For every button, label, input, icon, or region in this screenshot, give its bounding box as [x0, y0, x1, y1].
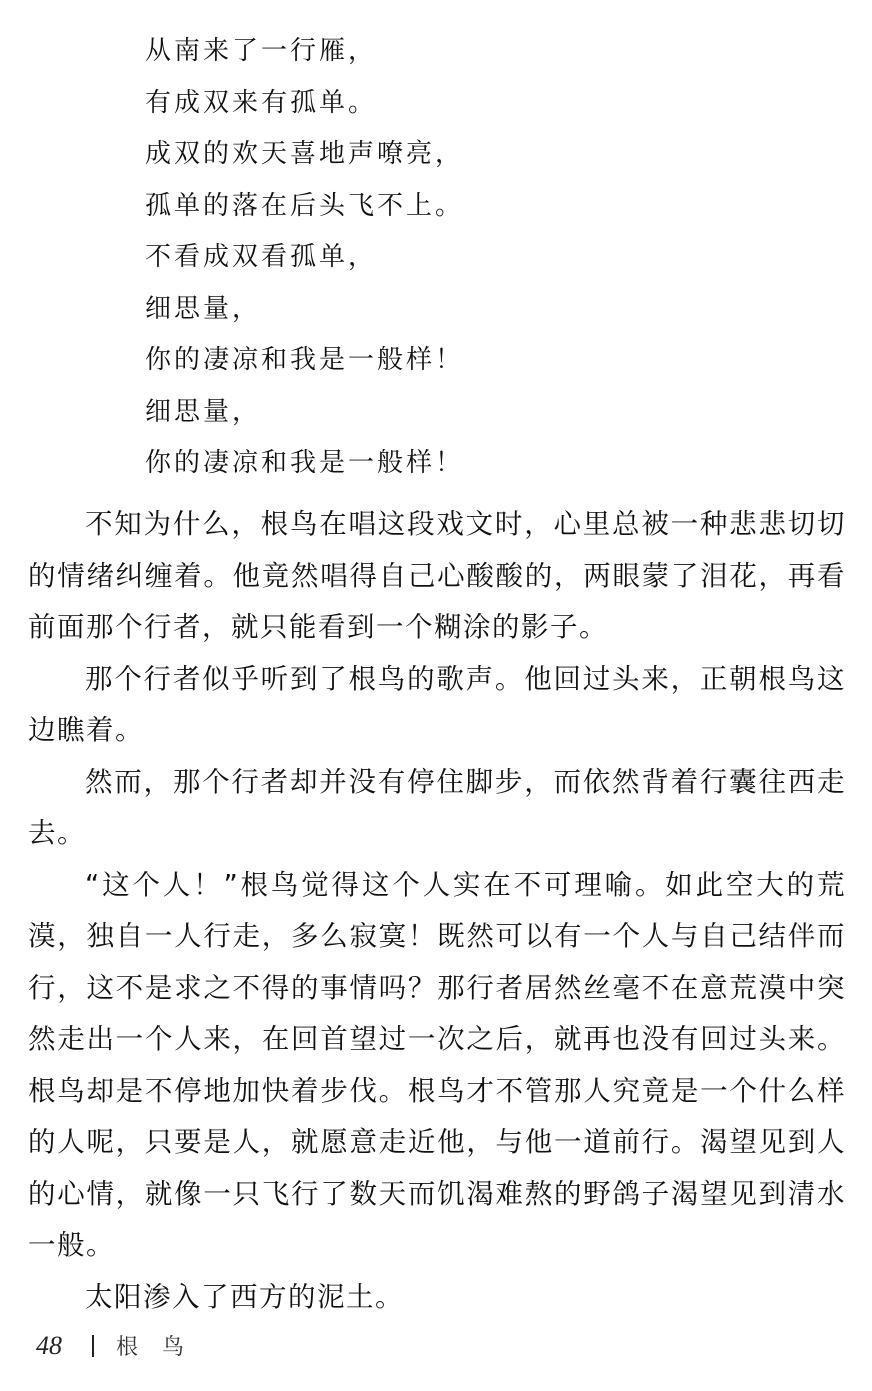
poem-line: 细思量，: [145, 396, 262, 427]
poem-line: 从南来了一行雁，: [145, 36, 378, 66]
paragraph: 那个行者似乎听到了根鸟的歌声。他回过头来，正朝根鸟这边瞧着。: [28, 662, 846, 746]
paragraph: “这个人！”根鸟觉得这个人实在不可理喻。如此空大的荒漠，独自一人行走，多么寂寞！既然可以有一个人与自己结伴而行，这不是求之不得的事情吗？那行者居然丝毫不在意荒漠中突然走出一个人来，在回首望过一次之后，就再也没有回过头来。根鸟却是不停地加快着步伐。根鸟才不管那人究竟是一个什么样的人呢，只要是人，就愿意走近他，与他一道前行。渴望见到人的心情，就像一只飞行了数天而饥渴难熬的野鸽子渴望见到清水一般。: [28, 868, 846, 1261]
paragraph: 然而，那个行者却并没有停住脚步，而依然背着行囊往西走去。: [28, 765, 846, 849]
poem-line: 有成双来有孤单。: [145, 87, 378, 118]
page-footer: [36, 1330, 208, 1361]
footer-divider: [92, 1335, 94, 1357]
running-title: 根鸟: [116, 1335, 209, 1360]
poem-line: 不看成双看孤单，: [145, 242, 378, 272]
poem-line: 你的凄凉和我是一般样！: [145, 448, 465, 478]
poem-verse: [145, 26, 464, 490]
page-number: 48: [36, 1330, 62, 1360]
paragraph: 不知为什么，根鸟在唱这段戏文时，心里总被一种悲悲切切的情绪纠缠着。他竟然唱得自己心酸酸的，两眼蒙了泪花，再看前面那个行者，就只能看到一个糊涂的影子。: [28, 508, 846, 643]
poem-line: 细思量，: [145, 293, 262, 324]
poem-line: 成双的欢天喜地声嘹亮，: [145, 139, 465, 169]
poem-line: 孤单的落在后头飞不上。: [145, 190, 465, 221]
body-text: [28, 499, 846, 1323]
paragraph: 太阳渗入了西方的泥土。: [85, 1280, 404, 1313]
poem-line: 你的凄凉和我是一般样！: [145, 345, 465, 375]
